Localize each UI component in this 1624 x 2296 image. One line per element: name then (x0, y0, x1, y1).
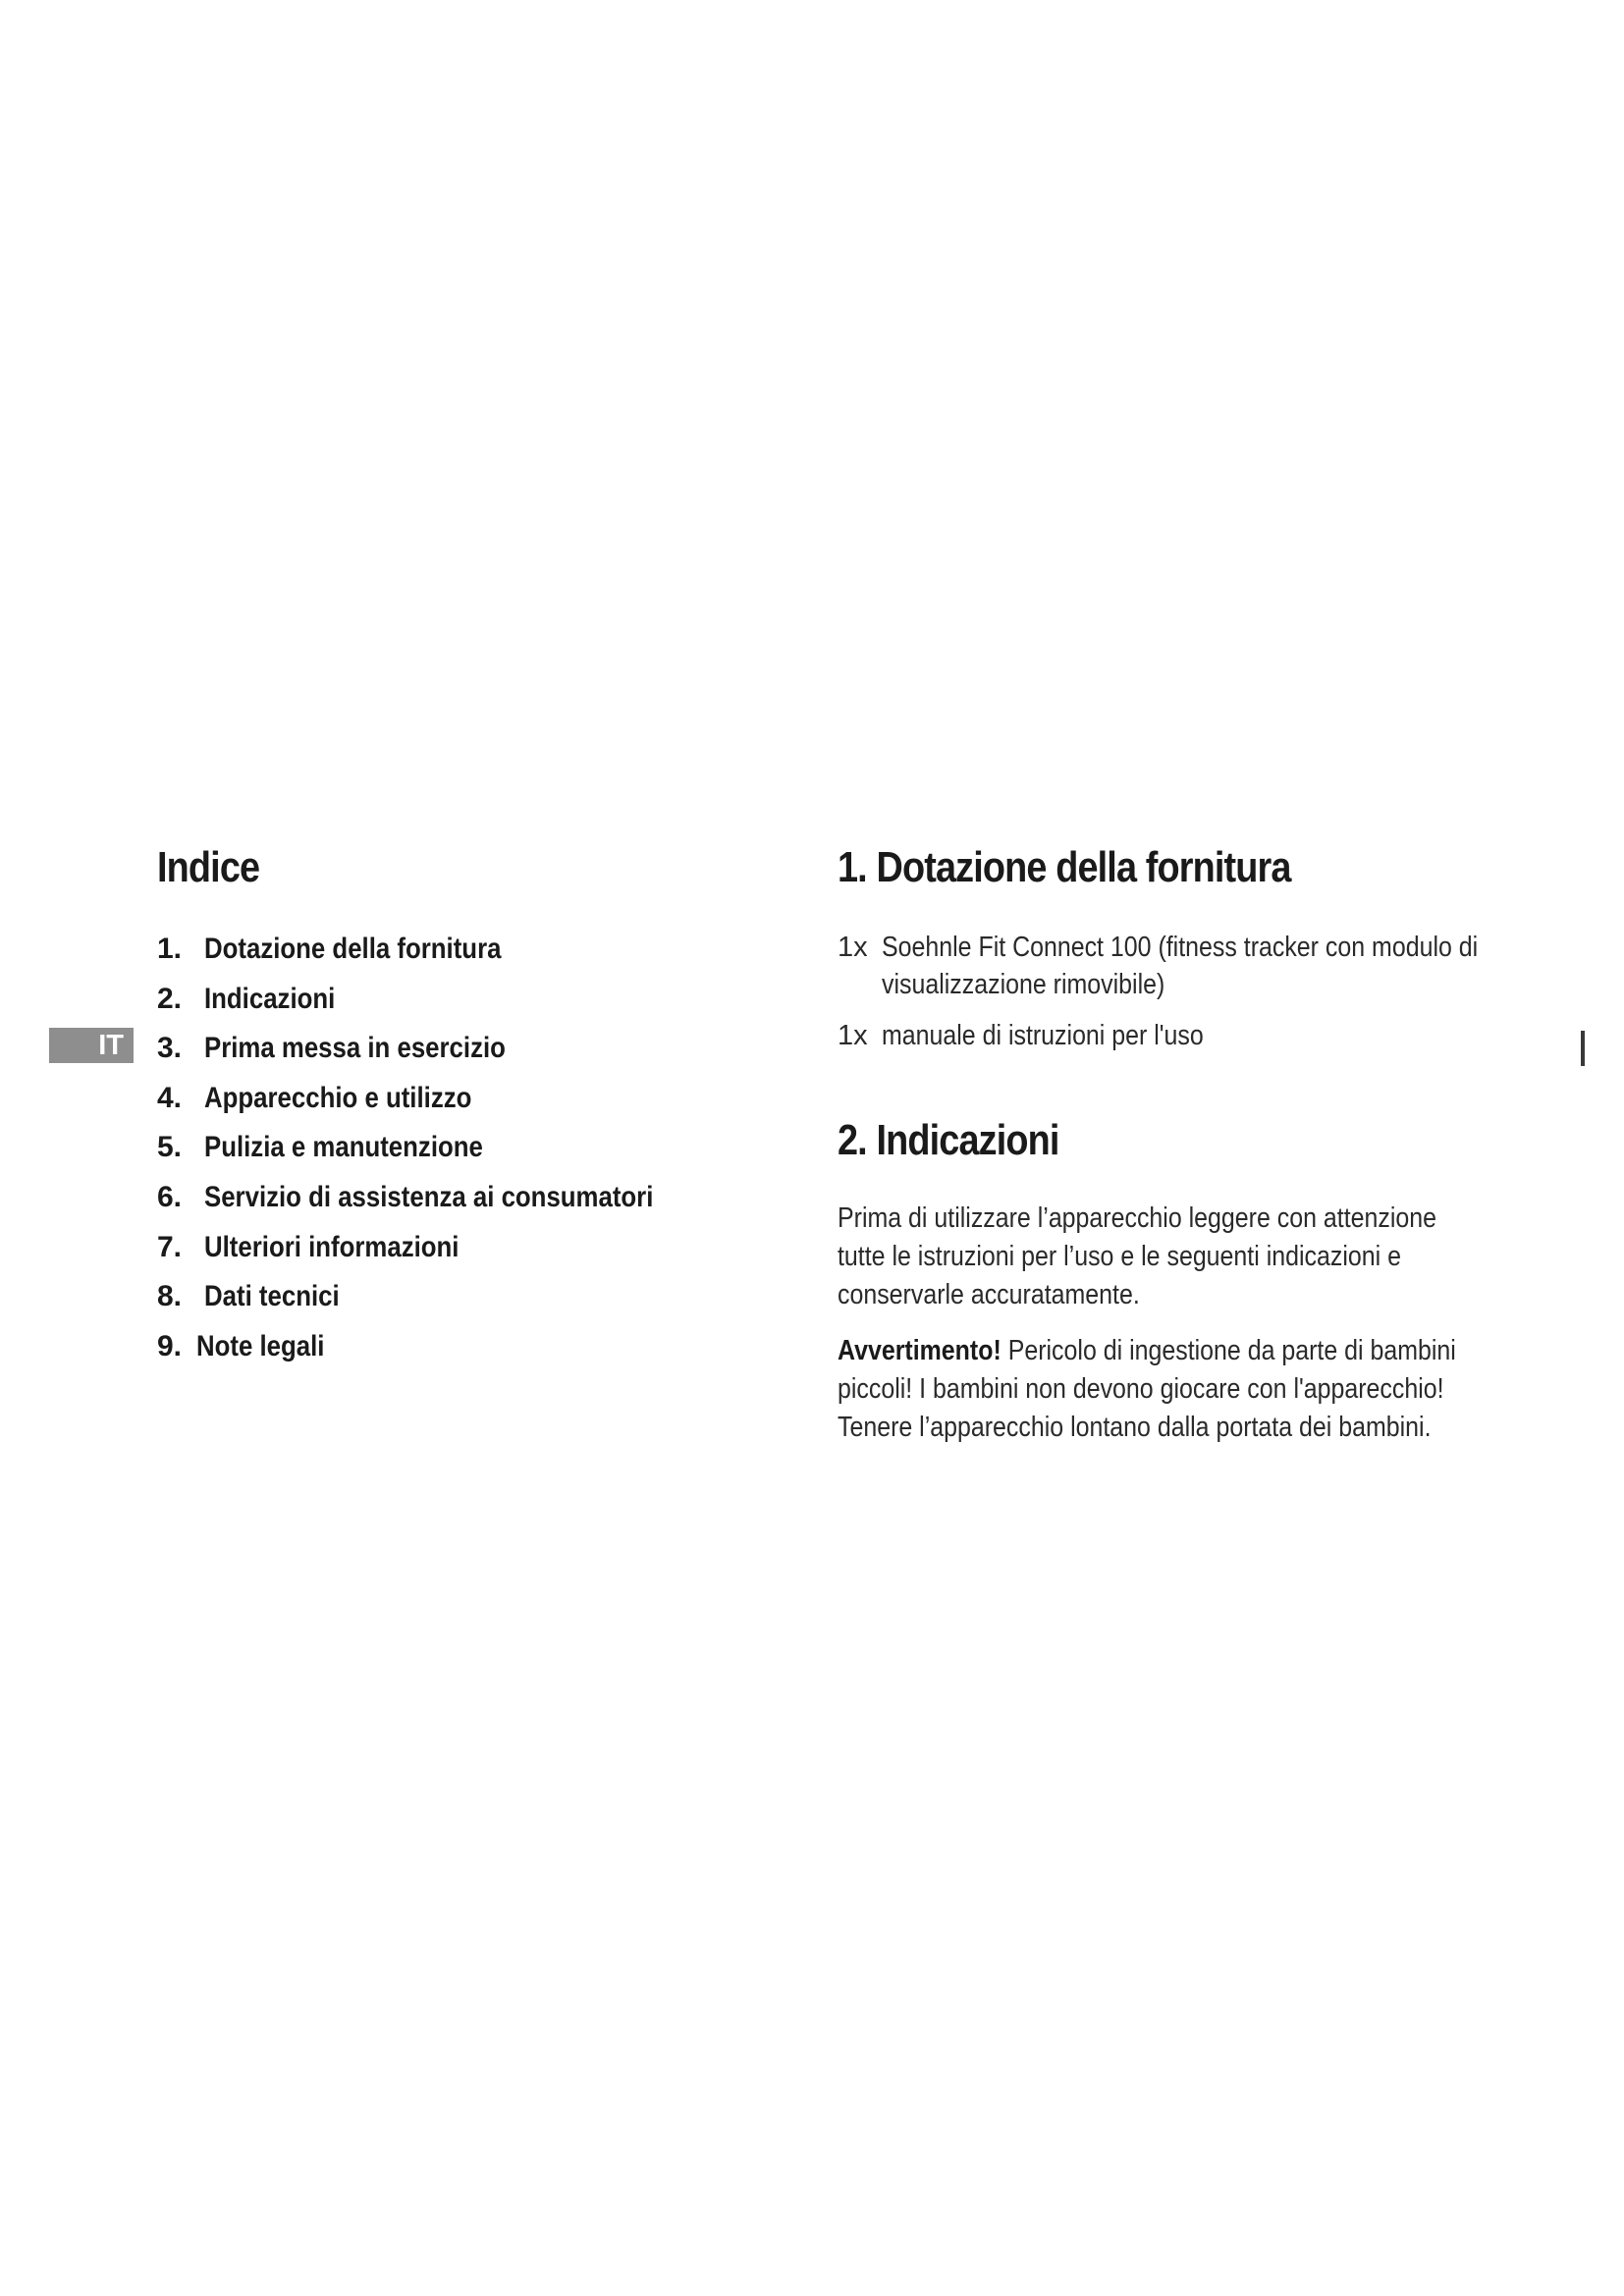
toc-item[interactable] (157, 1123, 766, 1173)
toc-item[interactable] (157, 1272, 766, 1322)
toc-item-label: Note legali (196, 1329, 325, 1362)
toc-item-label: Apparecchio e utilizzo (204, 1081, 472, 1114)
toc-item[interactable] (157, 1024, 766, 1074)
supply-item (838, 1017, 1486, 1054)
section2-body: Prima di utilizzare l’apparecchio leggere con attenzione tutte le istruzioni per l’uso e le seguenti indicazioni e conservarle accuratamente. (838, 1202, 1436, 1310)
toc-item-number: 4. (157, 1081, 183, 1114)
toc-item-number: 8. (157, 1280, 183, 1313)
section2 (838, 1113, 1486, 1447)
toc-item-label: Dati tecnici (204, 1280, 340, 1313)
toc-item-number: 9. (157, 1329, 183, 1362)
toc-item-number: 2. (157, 982, 183, 1015)
toc-item-number: 1. (157, 933, 183, 965)
toc-item-label: Pulizia e manutenzione (204, 1131, 483, 1164)
supply-item-qty: 1x (838, 1020, 868, 1051)
toc-item-label: Servizio di assistenza ai consumatori (204, 1180, 654, 1213)
toc-item-number: 6. (157, 1180, 183, 1213)
toc-item[interactable] (157, 925, 766, 975)
toc-item[interactable] (157, 1173, 766, 1223)
content-column (838, 840, 1486, 1443)
toc-item-number: 7. (157, 1230, 183, 1263)
supply-item-qty: 1x (838, 932, 868, 963)
section2-heading: 2. Indicazioni (838, 1116, 1059, 1164)
language-tab: IT (49, 1028, 134, 1063)
table-of-contents (157, 840, 766, 1362)
warning-text: Pericolo di ingestione da parte di bambini piccoli! I bambini non devono giocare con l'apparecchio! Tenere l’apparecchio lontano dalla portata dei bambini. (838, 1335, 1456, 1443)
toc-item[interactable] (157, 1322, 766, 1372)
page-edge-marker (1581, 1031, 1585, 1066)
supply-list (838, 929, 1486, 1054)
toc-item-label: Prima messa in esercizio (204, 1032, 506, 1065)
section1-heading: 1. Dotazione della fornitura (838, 843, 1291, 891)
toc-list (157, 925, 766, 1371)
toc-item[interactable] (157, 1223, 766, 1273)
supply-item-text: manuale di istruzioni per l'uso (882, 1020, 1204, 1051)
toc-item-label: Indicazioni (204, 982, 336, 1015)
warning-label: Avvertimento! (838, 1335, 1001, 1366)
toc-item-label: Dotazione della fornitura (204, 933, 502, 965)
toc-item[interactable] (157, 1074, 766, 1124)
warning-paragraph (838, 1332, 1480, 1447)
toc-item-label: Ulteriori informazioni (204, 1230, 460, 1263)
toc-title: Indice (157, 843, 260, 891)
supply-item (838, 929, 1486, 1003)
supply-item-text: Soehnle Fit Connect 100 (fitness tracker con modulo di visualizzazione rimovibile) (882, 932, 1479, 1000)
toc-item[interactable] (157, 975, 766, 1025)
toc-item-number: 3. (157, 1032, 183, 1065)
toc-item-number: 5. (157, 1131, 183, 1164)
